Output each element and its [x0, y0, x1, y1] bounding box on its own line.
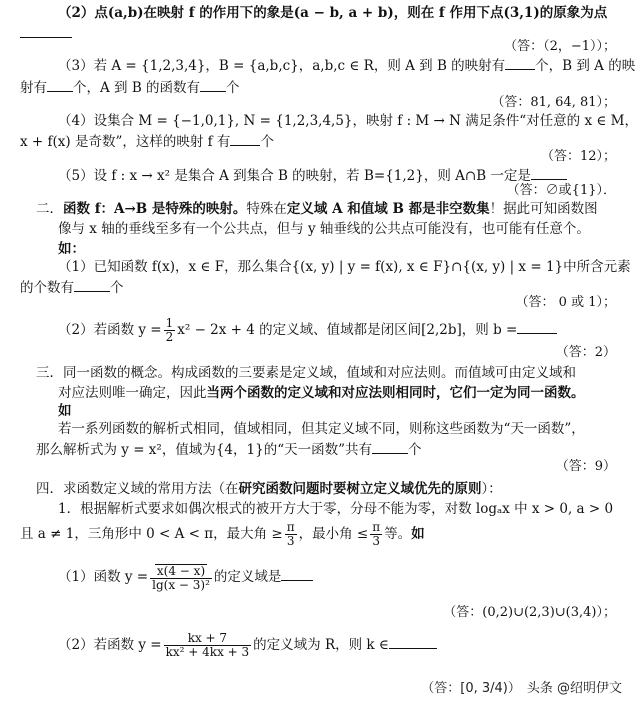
watermark: （答：[0, 3/4)） 头条 @绍明伊文	[417, 676, 626, 697]
section-2-line2: 像与 x 轴的垂线至多有一个公共点，但与 y 轴垂线的公共点可能没有，也可能有任意个。	[58, 221, 590, 237]
answer-4: （答：∅或{1}）．	[506, 183, 616, 198]
q2-blank	[20, 24, 72, 43]
answer-1: （答：（2，−1））；	[504, 39, 616, 54]
answer-8: （答：(0,2)∪(2,3)∪(3,4)）；	[443, 605, 616, 620]
section-4-line2: 且 a ≠ 1，三角形中 0 < A < π，最大角 ≥ $\frac{\pi}{3}$ ，最小角 ≤ $\frac{\pi}{3}$ 等。如	[20, 520, 425, 548]
example-label-2: 如	[58, 403, 72, 419]
q3-line2: 射有 个，A 到 B 的函数有 个	[20, 80, 240, 96]
answer-5: （答： 0 或 1）；	[515, 295, 616, 310]
q3-line1: （3）若 A = {1,2,3,4}，B = {a,b,c}，a,b,c ∈ R，则 A 到 B 的映射有 个，B 到 A 的映	[58, 58, 636, 74]
section-4-line1: 1．根据解析式要求如偶次根式的被开方大于零，分母不能为零，对数 logₐx 中 x > 0, a > 0	[58, 501, 614, 517]
answer-6: （答：2）	[555, 345, 616, 360]
q4-line2: x + f(x) 是奇数”，这样的映射 f 有 个	[20, 134, 274, 150]
q5-line: （5）设 f : x → x² 是集合 A 到集合 B 的映射，若 B={1,2}，则 A∩B 一定是	[58, 166, 567, 185]
section-3-line4: 若一系列函数的解析式相同，值域相同，但其定义域不同，则称这些函数为“天一函数”，	[58, 421, 585, 437]
example-label: 如：	[58, 241, 85, 257]
q22-line: （2）若函数 y = $\frac{1}{2}$ x² − 2x + 4 的定义域、值域都是闭区间[2,2b]，则 b =	[58, 316, 557, 344]
q41-line: （1）函数 y = $\frac{x(4 - x)}{\text{lg(x − 3)²}}$ 的定义域是	[58, 560, 313, 594]
section-3-line5: 那么解析式为 y = x²，值域为{4，1}的“天一函数”共有 个	[36, 442, 422, 458]
q21-line2: 的个数有 个	[20, 280, 124, 296]
q2-text: （2）点(a,b)在映射 f 的作用下的象是(a − b, a + b)，则在 f 作用下点(3,1)的原象为点	[58, 5, 608, 21]
section-3-line1: 三．同一函数的概念。构成函数的三要素是定义域，值域和对应法则。而值域可由定义域和	[36, 365, 576, 381]
q42-line: （2）若函数 y = $\frac{kx + 7}{\text{kx² + 4kx + 3}}$ 的定义域为 R，则 k ∈	[58, 628, 437, 662]
q4-line1: （4）设集合 M = {−1,0,1}, N = {1,2,3,4,5}，映射 f : M → N 满足条件“对任意的 x ∈ M，	[58, 113, 638, 129]
section-3-line2: 对应法则唯一确定，因此当两个函数的定义域和对应法则相同时，它们一定为同一函数。	[58, 385, 585, 401]
answer-3: （答：12）；	[540, 149, 616, 164]
q21-line1: （1）已知函数 f(x)，x ∈ F，那么集合{(x, y) | y = f(x), x ∈ F}∩{(x, y) | x = 1}中所含元素	[58, 259, 631, 275]
section-4-title: 四．求函数定义域的常用方法（在研究函数问题时要树立定义域优先的原则）：	[36, 481, 502, 497]
answer-2: （答：81, 64, 81）；	[491, 95, 616, 110]
answer-7: （答：9）	[555, 459, 616, 474]
section-2-line1: 二．函数 f：A→B 是特殊的映射。特殊在定义域 A 和值域 B 都是非空数集！据此可知函数图	[36, 201, 598, 217]
